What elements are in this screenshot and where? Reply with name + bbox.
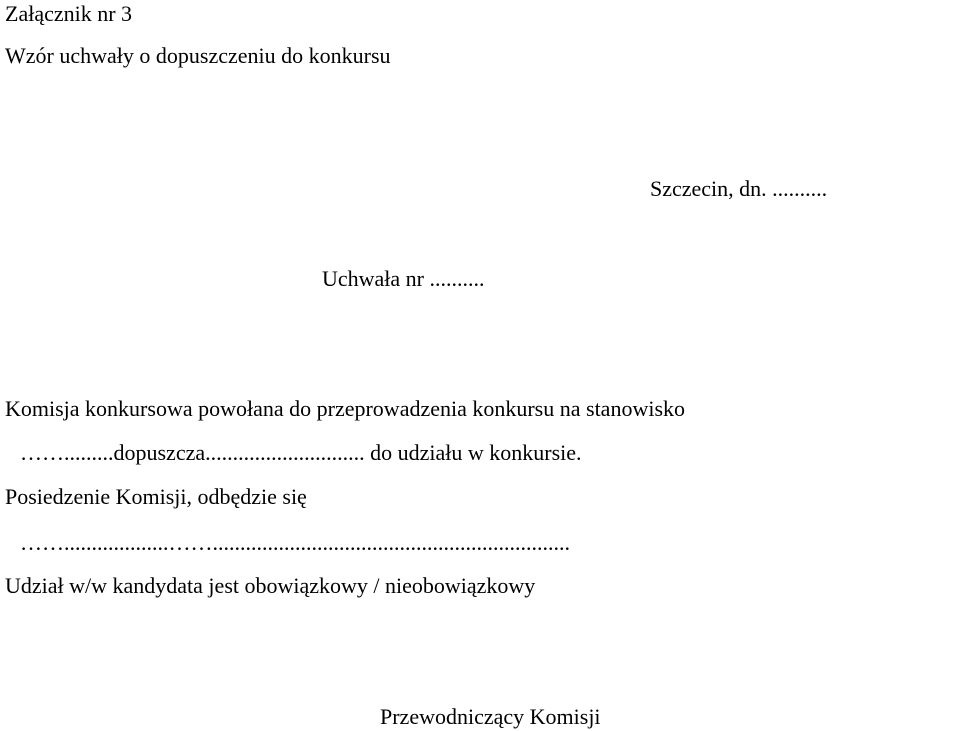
paragraph-line-meeting: Posiedzenie Komisji, odbędzie się (5, 484, 307, 509)
signature-label: Przewodniczący Komisji (380, 704, 601, 729)
paragraph-line-meeting-blank: ……...................……................................................................. (20, 530, 570, 555)
paragraph-line-admission: …….........dopuszcza............................. do udziału w konkursie. (20, 440, 582, 465)
paragraph-line-committee: Komisja konkursowa powołana do przeprowadzenia konkursu na stanowisko (5, 396, 686, 421)
document-title: Wzór uchwały o dopuszczeniu do konkursu (5, 43, 391, 68)
resolution-number: Uchwała nr .......... (322, 266, 485, 291)
paragraph-line-attendance: Udział w/w kandydata jest obowiązkowy / nieobowiązkowy (5, 573, 536, 598)
place-date-line: Szczecin, dn. .......... (650, 176, 828, 201)
annex-label: Załącznik nr 3 (5, 1, 133, 26)
